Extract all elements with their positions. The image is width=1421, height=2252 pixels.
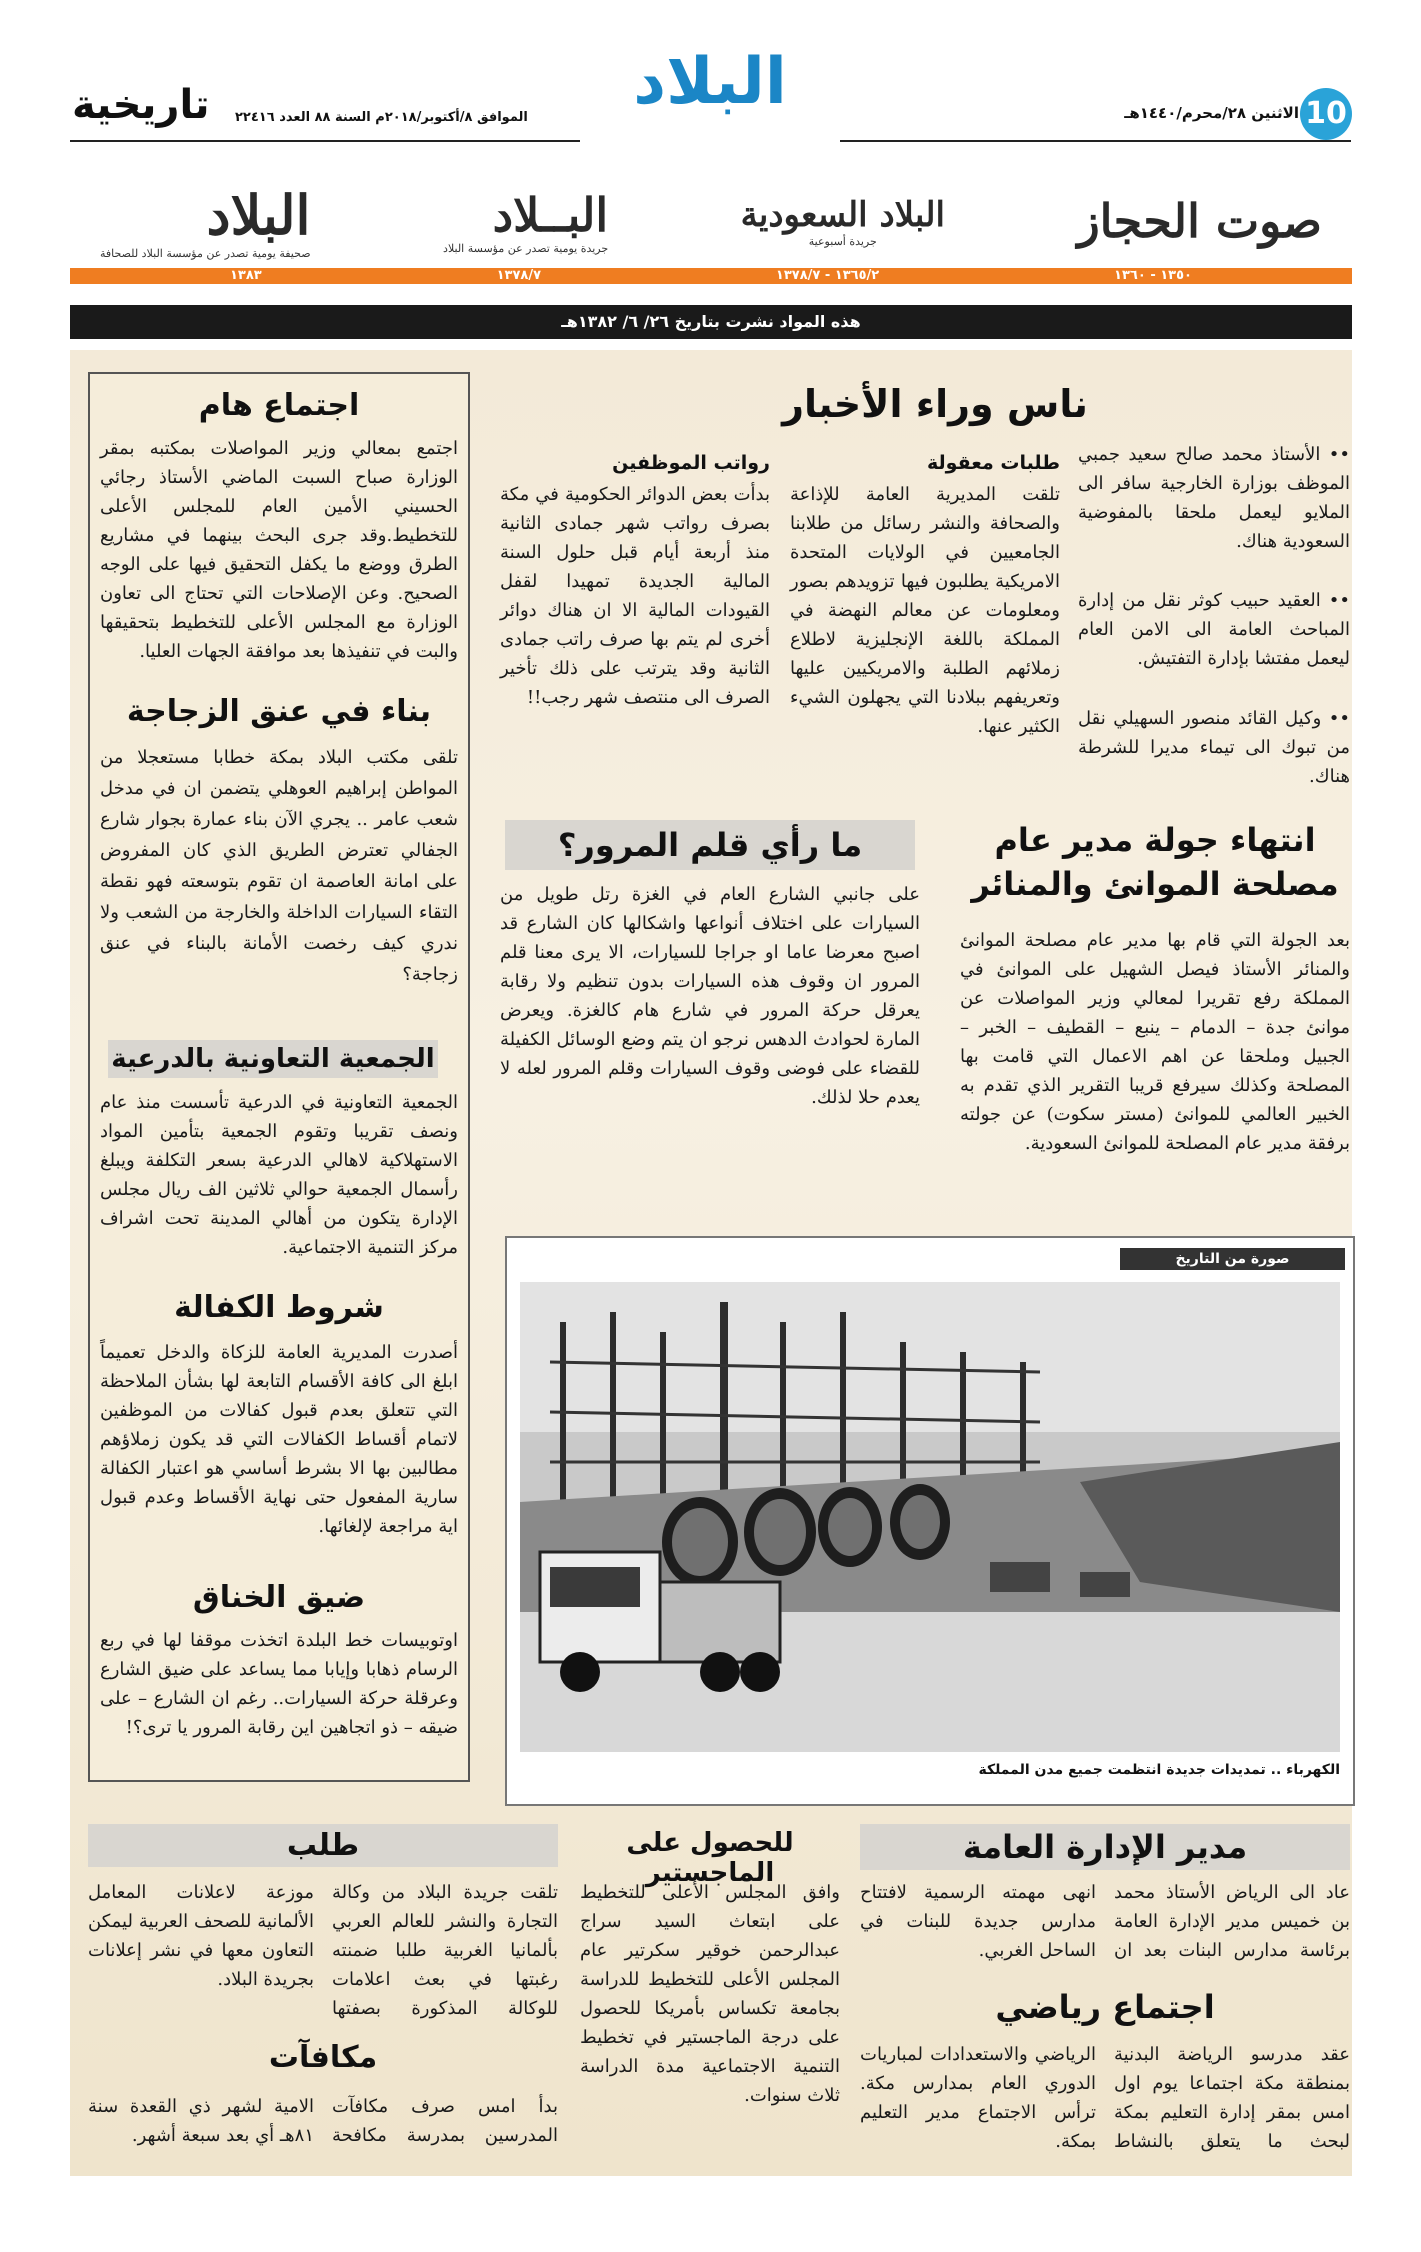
rawateb-body: بدأت بعض الدوائر الحكومية في مكة بصرف رواتب شهر جمادى الثانية منذ أربعة أيام قبل حلول السنة المالية الجديدة تمهيدا لقفل القيودات المالية الا ان هناك دوائر أخرى لم يتم بها صرف راتب جمادى الثانية وقد يترتب على ذلك تأخير الصرف الى منتصف شهر رجب!!	[500, 484, 770, 708]
masthead-3: البــلاد جريدة يومية تصدر عن مؤسسة البلاد	[443, 187, 609, 255]
masthead-4: البلاد صحيفة يومية تصدر عن مؤسسة البلاد للصحافة	[100, 182, 311, 260]
ijtima-ham-title: اجتماع هام	[198, 388, 360, 423]
photo-tag: صورة من التاريخ	[1120, 1248, 1345, 1270]
qalam-body: على جانبي الشارع العام في الغزة رتل طويل من السيارات على اختلاف أنواعها واشكالها كان الشارع قد اصبح معرضا عاما او جراجا للسيارات، الا يرى معنا قلم المرور ان وقوف هذه السيارات بدون تنظيم ولا رقابة يعرقل حركة المرور في شارع هام كالغزة. ويعرض المارة لحوادث الدهس نرجو ان يتم وضع الوسائل الكفيلة للقضاء على فوضى وقوف السيارات وقلم المرور لعله لا يعدم حلا لذلك.	[500, 884, 920, 1108]
nas-item-2: •• العقيد حبيب كوثر نقل من إدارة المباحث العامة الى الامن العام ليعمل مفتشا بإدارة التفتيش.	[1078, 590, 1350, 669]
publish-notice: هذه المواد نشرت بتاريخ ٢٦/ ٦/ ١٣٨٢هـ	[70, 305, 1352, 339]
talab-title: طلب	[88, 1824, 558, 1867]
khinaq-title: ضيق الخناق	[192, 1580, 366, 1615]
majister-title: للحصول على الماجستير	[626, 1828, 794, 1888]
talabat-body: تلقت المديرية العامة للإذاعة والصحافة والنشر رسائل من طلابنا الجامعيين في الولايات المتحدة الامريكية يطلبون فيها تزويدهم بصور ومعلومات عن معالم النهضة في المملكة باللغة الإنجليزية لاطلاع زملائهم الطلبة والامريكيين عليها وتعريفهم ببلادنا التي يجهلون الشيء الكثير عنها.	[790, 484, 1060, 737]
masthead-1: صوت الحجاز	[1077, 194, 1322, 248]
page-number: 10	[1300, 88, 1352, 140]
nas-item-3: •• وكيل القائد منصور السهيلي نقل من تبوك الى تيماء مديرا للشرطة هناك.	[1078, 708, 1350, 787]
jawla-body: بعد الجولة التي قام بها مدير عام مصلحة الموانئ والمنائر الأستاذ فيصل الشهيل على الموانئ في المملكة رفع تقريرا لمعالي وزير المواصلات عن موانئ جدة – الدمام – ينبع – القطيف – الخبر – الجبيل وملحقا عن اهم الاعمال التي قامت بها المصلحة وكذلك سيرفع قريبا التقرير الذي تقدم به الخبير العالمي للموانئ (مستر سكوت) عن جولته برفقة مدير عام المصلحة للموانئ السعودية.	[960, 930, 1350, 1154]
nas-title: ناس وراء الأخبار	[782, 382, 1088, 426]
riyadi-body: عقد مدرسو الرياضة البدنية بمنطقة مكة اجتماعا يوم اول امس بمقر إدارة التعليم بمكة لبحث ما يتعلق بالنشاط الرياضي والاستعدادات لمباريات الدوري العام بمدارس مكة. ترأس الاجتماع مدير التعليم بمكة.	[860, 2044, 1350, 2152]
year-1: ١٣٥٠ - ١٣٦٠	[1114, 268, 1192, 283]
ijtima-ham-body: اجتمع بمعالي وزير المواصلات بمكتبه بمقر الوزارة صباح السبت الماضي الأستاذ رجائي الحسيني الأمين العام للمجلس الأعلى للتخطيط.وقد جرى البحث بينهما في مشاريع الطرق ووضع ما يكفل التحقيق فيها على الوجه الصحيح. وعن الإصلاحات التي تحتاج الى تعاون الوزارة مع المجلس الأعلى للتخطيط بتحقيقها والبت في تنفيذها بعد موافقة الجهات العليا.	[100, 438, 458, 662]
years-bar	[70, 268, 1352, 284]
rawateb-title: رواتب الموظفين	[612, 452, 770, 474]
qalam-title: ما رأي قلم المرور؟	[505, 820, 915, 870]
majister-body: وافق المجلس الأعلى للتخطيط على ابتعاث السيد سراج عبدالرحمن خوقير سكرتير عام المجلس الأعلى للتخطيط للدراسة بجامعة تكساس بأمريكا للحصول على درجة الماجستير في تخطيط التنمية الاجتماعية مدة الدراسة ثلاث سنوات.	[580, 1882, 840, 2106]
mukafaat-title: مكافآت	[268, 2040, 378, 2075]
jawla-title: انتهاء جولة مدير عام مصلحة الموانئ والمنائر	[971, 821, 1339, 903]
mudir-body: عاد الى الرياض الأستاذ محمد بن خميس مدير الإدارة العامة برئاسة مدارس البنات بعد ان انهى مهمته الرسمية لافتتاح مدارس جديدة للبنات في الساحل الغربي.	[860, 1882, 1350, 1961]
riyadi-title: اجتماع رياضي	[995, 1988, 1215, 2026]
kafala-body: أصدرت المديرية العامة للزكاة والدخل تعميماً ابلغ الى كافة الأقسام التابعة لها بشأن الملاحظة التي تتعلق بعدم قبول كفالات من الموظفين لاتمام أقساط الكفالات التي قد يكون زملاؤهم مطالبين بها الا بشرط أساسي هو اعتبار الكفالة سارية المفعول حتى نهاية الأقساط وعدم قبول اية مراجعة لإلغائها.	[100, 1342, 458, 1537]
nas-item-1: •• الأستاذ محمد صالح سعيد جمبي الموظف بوزارة الخارجية سافر الى الملايو ليعمل ملحقا بالمفوضية السعودية هناك.	[1078, 444, 1350, 552]
jamiya-body: الجمعية التعاونية في الدرعية تأسست منذ عام ونصف تقريبا وتقوم الجمعية بتأمين المواد الاستهلاكية لاهالي الدرعية بسعر التكلفة ويبلغ رأسمال الجمعية حوالي ثلاثين الف ريال مجلس الإدارة يتكون من أهالي المدينة تحت اشراف مركز التنمية الاجتماعية.	[100, 1092, 458, 1258]
section-title: تاريخية	[72, 82, 210, 128]
khinaq-body: اوتوبيسات خط البلدة اتخذت موقفا لها في ربع الرسام ذهابا وإيابا مما يساعد على ضيق الشارع وعرقلة حركة السيارات.. رغم ان الشارع – على ضيقه – ذو اتجاهين اين رقابة المرور يا ترى؟!	[100, 1630, 458, 1738]
mukafaat-body: بدأ امس صرف مكافآت المدرسين بمدرسة مكافحة الامية لشهر ذي القعدة سنة ٨١هـ أي بعد سبعة أشهر.	[88, 2096, 558, 2146]
construction-scene	[520, 1282, 1340, 1752]
year-2: ١٣٦٥/٢ - ١٣٧٨/٧	[775, 268, 880, 283]
year-4: ١٣٨٣	[230, 268, 262, 283]
talab-body: تلقت جريدة البلاد من وكالة التجارة والنشر للعالم العربي بألمانيا الغربية طلبا ضمنته رغبتها في بعث اعلامات للوكالة المذكورة بصفتها موزعة لاعلانات المعامل الألمانية للصحف العربية ليمكن التعاون معها في نشر إعلانات بجريدة البلاد.	[88, 1882, 558, 2019]
logo-gap	[580, 140, 840, 148]
binaa-body: تلقى مكتب البلاد بمكة خطابا مستعجلا من المواطن إبراهيم العوهلي يتضمن ان في مدخل شعب عامر .. يجري الآن بناء عمارة بجوار شارع الجفالي تعترض الطريق الذي كان المفروض على امانة العاصمة ان تقوم بتوسعته فهو نقطة التقاء السيارات الداخلة والخارجة من الشعب ولا ندري كيف رخصت الأمانة بالبناء في عنق زجاجة؟	[100, 747, 458, 985]
jamiya-title: الجمعية التعاونية بالدرعية	[108, 1040, 438, 1078]
binaa-title: بناء في عنق الزجاجة	[126, 694, 432, 729]
newspaper-logo: البلاد	[633, 45, 787, 119]
historic-construction-photo	[520, 1282, 1340, 1752]
mudir-title: مدير الإدارة العامة	[860, 1824, 1350, 1870]
talabat-title: طلبات معقولة	[927, 452, 1060, 474]
year-3: ١٣٧٨/٧	[496, 268, 542, 283]
header-date: الاثنين ٢٨/محرم/١٤٤٠هـ	[1124, 104, 1299, 122]
kafala-title: شروط الكفالة	[174, 1290, 384, 1325]
historic-mastheads	[70, 176, 1352, 266]
header-issue: الموافق ٨/أكتوبر/٢٠١٨م السنة ٨٨ العدد ٢٢٤١٦	[235, 110, 528, 125]
photo-caption: الكهرباء .. تمديدات جديدة انتظمت جميع مدن المملكة	[978, 1762, 1340, 1778]
masthead-2: البلاد السعودية جريدة أسبوعية	[740, 194, 945, 248]
